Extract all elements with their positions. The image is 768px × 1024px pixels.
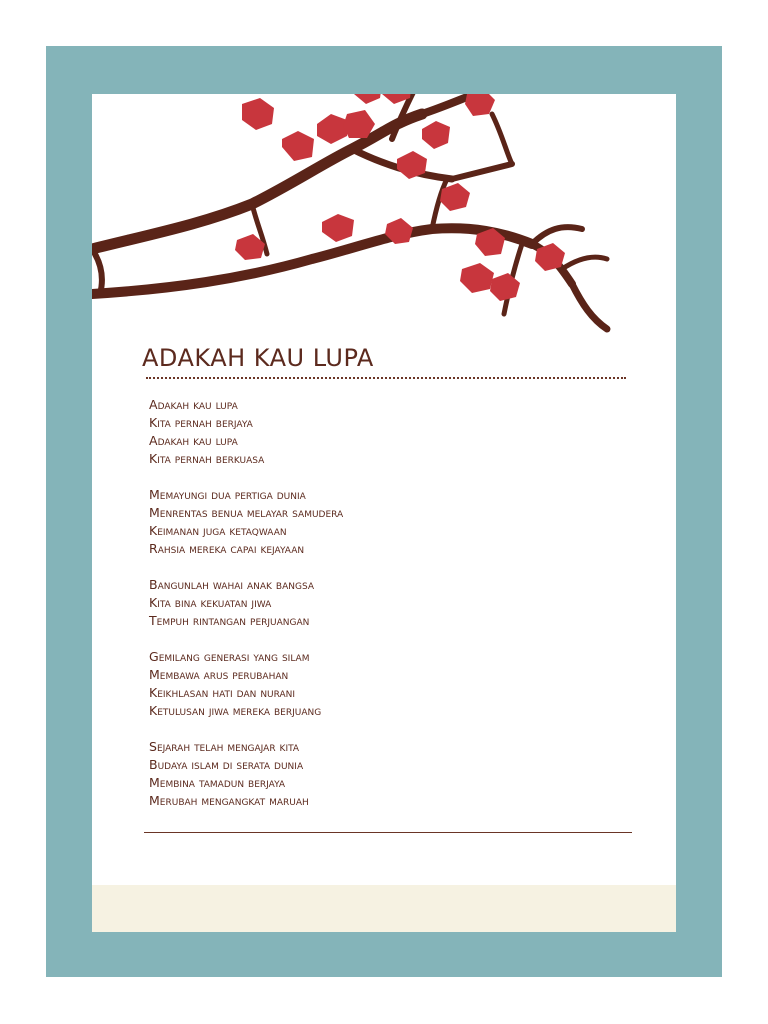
poem-stanza — [149, 738, 609, 810]
poem-line: Keikhlasan hati dan nurani — [149, 685, 296, 700]
poem-stanza — [149, 486, 609, 558]
poem-line: Kita pernah berkuasa — [149, 451, 265, 466]
bottom-rule — [144, 832, 632, 833]
dotted-divider — [146, 377, 626, 383]
footer-band — [92, 885, 676, 932]
poem-line: Rahsia mereka capai kejayaan — [149, 541, 305, 556]
poem-body — [149, 396, 609, 828]
poem-line: Budaya islam di serata dunia — [149, 757, 304, 772]
poem-line: Adakah kau lupa — [149, 397, 238, 412]
poem-line: Memayungi dua pertiga dunia — [149, 487, 306, 502]
poem-stanza — [149, 396, 609, 468]
poem-line: Bangunlah wahai anak bangsa — [149, 577, 314, 592]
poem-title: ADAKAH KAU LUPA — [142, 344, 374, 372]
poem-line: Merubah mengangkat maruah — [149, 793, 309, 808]
poem-line: Tempuh rintangan perjuangan — [149, 613, 310, 628]
poem-line: Gemilang generasi yang silam — [149, 649, 310, 664]
poem-page — [92, 94, 676, 932]
poem-line: Membina tamadun berjaya — [149, 775, 286, 790]
poem-line: Kita bina kekuatan jiwa — [149, 595, 272, 610]
poem-line: Membawa arus perubahan — [149, 667, 289, 682]
poem-line: Kita pernah berjaya — [149, 415, 253, 430]
poem-line: Adakah kau lupa — [149, 433, 238, 448]
poem-line: Sejarah telah mengajar kita — [149, 739, 300, 754]
poem-line: Menrentas benua melayar samudera — [149, 505, 344, 520]
poem-line: Ketulusan jiwa mereka berjuang — [149, 703, 322, 718]
poem-stanza — [149, 576, 609, 630]
poem-line: Keimanan juga ketaqwaan — [149, 523, 287, 538]
blossom-branch-illustration — [92, 94, 676, 354]
poem-stanza — [149, 648, 609, 720]
